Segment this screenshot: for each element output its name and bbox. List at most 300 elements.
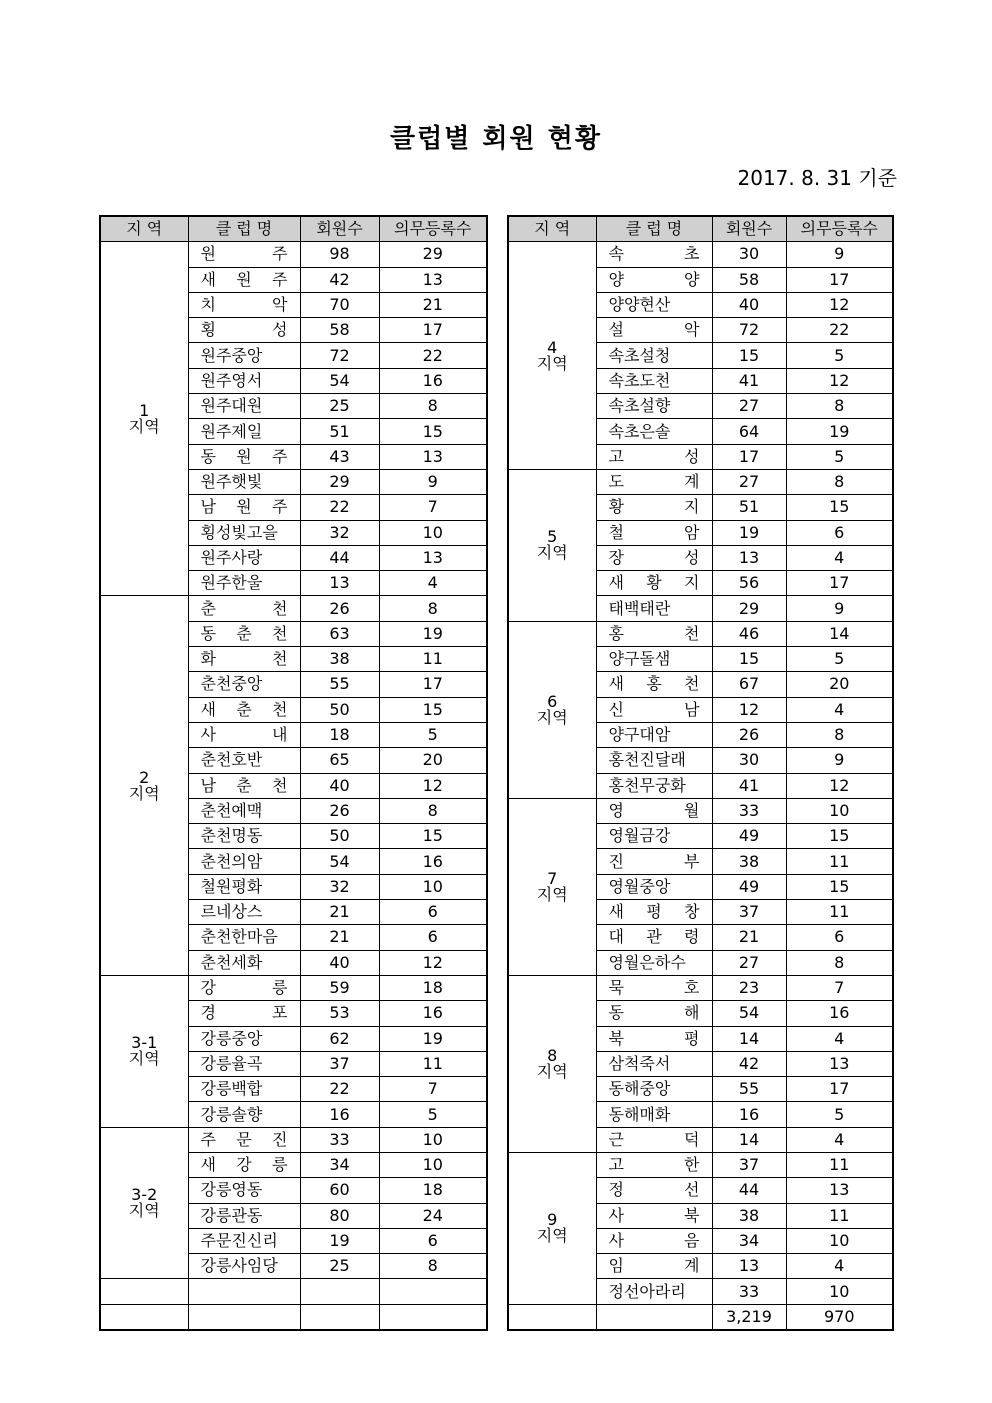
club-name: 양구대암: [596, 722, 712, 747]
mandatory-count: 12: [379, 950, 487, 975]
club-name: 횡성빛고을: [188, 520, 300, 545]
total-mandatory: 970: [786, 1304, 893, 1330]
club-name: 원 주: [188, 242, 300, 267]
member-count: 12: [712, 697, 786, 722]
mandatory-count: 5: [786, 444, 893, 469]
region-label: 지역: [128, 1049, 160, 1069]
region-label: 지역: [536, 543, 568, 563]
club-name: 고 성: [596, 444, 712, 469]
left-club-table: [99, 215, 488, 1331]
mandatory-count: 15: [786, 495, 893, 520]
member-count: 72: [300, 343, 379, 368]
header-members: 회원수: [712, 216, 786, 242]
member-count: 64: [712, 419, 786, 444]
club-name: 홍 천: [596, 621, 712, 646]
table-row: [100, 975, 487, 1000]
region-number: 3-2: [131, 1185, 158, 1205]
mandatory-count: 7: [786, 975, 893, 1000]
club-name: 속초도천: [596, 368, 712, 393]
member-count: 34: [300, 1152, 379, 1177]
club-name: 강릉솔향: [188, 1102, 300, 1127]
mandatory-count: 15: [786, 874, 893, 899]
table-row: [100, 596, 487, 621]
club-name: 춘천의암: [188, 849, 300, 874]
mandatory-count: 10: [786, 1228, 893, 1253]
member-count: 30: [712, 748, 786, 773]
member-count: 16: [712, 1102, 786, 1127]
member-count: 21: [300, 925, 379, 950]
member-count: 62: [300, 1026, 379, 1051]
club-name: 새 황 지: [596, 571, 712, 596]
mandatory-count: 16: [379, 1001, 487, 1026]
empty-cell: [379, 1304, 487, 1330]
mandatory-count: 13: [786, 1178, 893, 1203]
empty-cell: [300, 1279, 379, 1304]
member-count: 33: [712, 1279, 786, 1304]
member-count: 70: [300, 292, 379, 317]
member-count: 59: [300, 975, 379, 1000]
mandatory-count: 12: [786, 368, 893, 393]
region-number: 6: [547, 691, 558, 711]
mandatory-count: 22: [786, 318, 893, 343]
club-name: 경 포: [188, 1001, 300, 1026]
club-name: 동해매화: [596, 1102, 712, 1127]
region-label: 지역: [536, 707, 568, 727]
club-name: 춘천세화: [188, 950, 300, 975]
mandatory-count: 11: [379, 647, 487, 672]
mandatory-count: 11: [786, 1152, 893, 1177]
empty-cell: [100, 1279, 188, 1304]
mandatory-count: 12: [379, 773, 487, 798]
club-name: 영월금강: [596, 824, 712, 849]
member-count: 58: [300, 318, 379, 343]
club-name: 강릉영동: [188, 1178, 300, 1203]
member-count: 46: [712, 621, 786, 646]
mandatory-count: 17: [786, 1077, 893, 1102]
mandatory-count: 19: [379, 621, 487, 646]
region-cell: [508, 469, 596, 621]
header-mandatory: 의무등록수: [379, 216, 487, 242]
mandatory-count: 11: [379, 1051, 487, 1076]
table-row: [508, 798, 893, 823]
member-count: 55: [300, 672, 379, 697]
member-count: 18: [300, 722, 379, 747]
member-count: 19: [712, 520, 786, 545]
mandatory-count: 24: [379, 1203, 487, 1228]
club-name: 대 관 령: [596, 925, 712, 950]
mandatory-count: 8: [379, 1254, 487, 1279]
club-name: 정선아라리: [596, 1279, 712, 1304]
member-count: 29: [300, 469, 379, 494]
member-count: 65: [300, 748, 379, 773]
mandatory-count: 17: [379, 672, 487, 697]
mandatory-count: 10: [379, 1152, 487, 1177]
member-count: 37: [712, 1152, 786, 1177]
member-count: 26: [300, 596, 379, 621]
empty-cell: [188, 1279, 300, 1304]
region-number: 4: [547, 337, 558, 357]
club-name: 동해중앙: [596, 1077, 712, 1102]
club-name: 춘 천: [188, 596, 300, 621]
club-name: 강릉백합: [188, 1077, 300, 1102]
club-name: 원주제일: [188, 419, 300, 444]
mandatory-count: 4: [786, 1254, 893, 1279]
mandatory-count: 6: [379, 900, 487, 925]
member-count: 56: [712, 571, 786, 596]
mandatory-count: 20: [786, 672, 893, 697]
mandatory-count: 12: [786, 773, 893, 798]
member-count: 25: [300, 394, 379, 419]
table-row: [508, 975, 893, 1000]
mandatory-count: 10: [379, 1127, 487, 1152]
region-number: 2: [139, 767, 150, 787]
member-count: 17: [712, 444, 786, 469]
member-count: 32: [300, 520, 379, 545]
member-count: 38: [712, 1203, 786, 1228]
member-count: 41: [712, 368, 786, 393]
member-count: 40: [300, 773, 379, 798]
club-name: 춘천호반: [188, 748, 300, 773]
member-count: 51: [712, 495, 786, 520]
header-mandatory: 의무등록수: [786, 216, 893, 242]
region-cell: [508, 798, 596, 975]
member-count: 51: [300, 419, 379, 444]
reference-date: 2017. 8. 31 기준: [737, 166, 897, 190]
club-name: 주 문 진: [188, 1127, 300, 1152]
region-label: 지역: [128, 1201, 160, 1221]
region-cell: [508, 242, 596, 470]
mandatory-count: 6: [379, 1228, 487, 1253]
member-count: 42: [300, 267, 379, 292]
total-members: 3,219: [712, 1304, 786, 1330]
member-count: 26: [712, 722, 786, 747]
club-name: 북 평: [596, 1026, 712, 1051]
member-count: 58: [712, 267, 786, 292]
member-count: 30: [712, 242, 786, 267]
mandatory-count: 21: [379, 292, 487, 317]
mandatory-count: 15: [379, 697, 487, 722]
member-count: 49: [712, 824, 786, 849]
member-count: 98: [300, 242, 379, 267]
mandatory-count: 8: [786, 722, 893, 747]
club-name: 삼척죽서: [596, 1051, 712, 1076]
table-row: [100, 1127, 487, 1152]
mandatory-count: 5: [786, 1102, 893, 1127]
mandatory-count: 4: [786, 697, 893, 722]
empty-cell: [596, 1304, 712, 1330]
member-count: 38: [712, 849, 786, 874]
region-number: 3-1: [131, 1033, 158, 1053]
mandatory-count: 8: [379, 798, 487, 823]
club-name: 춘천한마음: [188, 925, 300, 950]
club-name: 홍천무궁화: [596, 773, 712, 798]
club-name: 새 춘 천: [188, 697, 300, 722]
right-club-table: [507, 215, 894, 1331]
club-name: 사 내: [188, 722, 300, 747]
header-row: [508, 216, 893, 242]
club-name: 강 릉: [188, 975, 300, 1000]
member-count: 33: [712, 798, 786, 823]
mandatory-count: 13: [379, 545, 487, 570]
club-name: 동 해: [596, 1001, 712, 1026]
club-name: 강릉사임당: [188, 1254, 300, 1279]
club-name: 장 성: [596, 545, 712, 570]
empty-row: [100, 1304, 487, 1330]
empty-cell: [300, 1304, 379, 1330]
club-name: 남 원 주: [188, 495, 300, 520]
member-count: 54: [300, 368, 379, 393]
mandatory-count: 9: [786, 242, 893, 267]
mandatory-count: 15: [379, 824, 487, 849]
mandatory-count: 15: [786, 824, 893, 849]
empty-row: [100, 1279, 487, 1304]
club-name: 정 선: [596, 1178, 712, 1203]
member-count: 54: [712, 1001, 786, 1026]
region-cell: [100, 975, 188, 1127]
club-name: 횡 성: [188, 318, 300, 343]
member-count: 29: [712, 596, 786, 621]
region-label: 지역: [128, 416, 160, 436]
member-count: 38: [300, 647, 379, 672]
empty-cell: [379, 1279, 487, 1304]
member-count: 54: [300, 849, 379, 874]
mandatory-count: 7: [379, 495, 487, 520]
region-cell: [100, 242, 188, 596]
mandatory-count: 15: [379, 419, 487, 444]
mandatory-count: 18: [379, 975, 487, 1000]
club-name: 영월중앙: [596, 874, 712, 899]
member-count: 22: [300, 495, 379, 520]
club-name: 영월은하수: [596, 950, 712, 975]
region-label: 지역: [536, 353, 568, 373]
club-name: 철 암: [596, 520, 712, 545]
member-count: 43: [300, 444, 379, 469]
club-name: 신 남: [596, 697, 712, 722]
mandatory-count: 10: [786, 798, 893, 823]
club-name: 새 평 창: [596, 900, 712, 925]
member-count: 21: [300, 900, 379, 925]
club-name: 속초설청: [596, 343, 712, 368]
region-number: 8: [547, 1045, 558, 1065]
club-name: 속 초: [596, 242, 712, 267]
mandatory-count: 22: [379, 343, 487, 368]
club-name: 원주영서: [188, 368, 300, 393]
header-members: 회원수: [300, 216, 379, 242]
page-title: 클럽별 회원 현황: [390, 124, 602, 154]
empty-cell: [100, 1304, 188, 1330]
member-count: 13: [712, 545, 786, 570]
member-count: 27: [712, 394, 786, 419]
mandatory-count: 4: [786, 1026, 893, 1051]
mandatory-count: 16: [379, 849, 487, 874]
mandatory-count: 6: [786, 925, 893, 950]
member-count: 37: [712, 900, 786, 925]
mandatory-count: 6: [379, 925, 487, 950]
member-count: 60: [300, 1178, 379, 1203]
mandatory-count: 8: [786, 950, 893, 975]
club-name: 화 천: [188, 647, 300, 672]
club-name: 새 원 주: [188, 267, 300, 292]
member-count: 63: [300, 621, 379, 646]
club-name: 양 양: [596, 267, 712, 292]
mandatory-count: 5: [786, 343, 893, 368]
member-count: 80: [300, 1203, 379, 1228]
mandatory-count: 16: [379, 368, 487, 393]
mandatory-count: 5: [786, 647, 893, 672]
region-number: 5: [547, 527, 558, 547]
mandatory-count: 11: [786, 849, 893, 874]
member-count: 15: [712, 647, 786, 672]
mandatory-count: 17: [786, 571, 893, 596]
region-cell: [508, 621, 596, 798]
region-cell: [100, 1127, 188, 1279]
club-name: 도 계: [596, 469, 712, 494]
mandatory-count: 13: [786, 1051, 893, 1076]
club-name: 고 한: [596, 1152, 712, 1177]
club-name: 주문진신리: [188, 1228, 300, 1253]
mandatory-count: 10: [379, 520, 487, 545]
club-name: 새 강 릉: [188, 1152, 300, 1177]
club-name: 홍천진달래: [596, 748, 712, 773]
club-name: 묵 호: [596, 975, 712, 1000]
club-name: 태백태란: [596, 596, 712, 621]
member-count: 53: [300, 1001, 379, 1026]
club-name: 근 덕: [596, 1127, 712, 1152]
club-name: 춘천중앙: [188, 672, 300, 697]
member-count: 13: [300, 571, 379, 596]
member-count: 13: [712, 1254, 786, 1279]
club-name: 치 악: [188, 292, 300, 317]
header-row: [100, 216, 487, 242]
club-name: 원주중앙: [188, 343, 300, 368]
region-cell: [508, 975, 596, 1152]
member-count: 25: [300, 1254, 379, 1279]
mandatory-count: 8: [379, 394, 487, 419]
club-name: 원주사랑: [188, 545, 300, 570]
empty-cell: [508, 1304, 596, 1330]
mandatory-count: 16: [786, 1001, 893, 1026]
club-name: 원주햇빛: [188, 469, 300, 494]
region-cell: [100, 596, 188, 975]
member-count: 40: [300, 950, 379, 975]
mandatory-count: 17: [786, 267, 893, 292]
club-name: 사 음: [596, 1228, 712, 1253]
member-count: 49: [712, 874, 786, 899]
region-label: 지역: [536, 884, 568, 904]
mandatory-count: 11: [786, 900, 893, 925]
member-count: 34: [712, 1228, 786, 1253]
club-name: 강릉율곡: [188, 1051, 300, 1076]
club-name: 양양현산: [596, 292, 712, 317]
club-name: 진 부: [596, 849, 712, 874]
mandatory-count: 10: [379, 874, 487, 899]
club-name: 원주대원: [188, 394, 300, 419]
member-count: 27: [712, 950, 786, 975]
header-club: 클 럽 명: [596, 216, 712, 242]
club-name: 속초설향: [596, 394, 712, 419]
club-name: 임 계: [596, 1254, 712, 1279]
club-name: 황 지: [596, 495, 712, 520]
region-cell: [508, 1152, 596, 1304]
region-label: 지역: [536, 1226, 568, 1246]
member-count: 50: [300, 697, 379, 722]
table-row: [508, 621, 893, 646]
table-row: [508, 469, 893, 494]
member-count: 19: [300, 1228, 379, 1253]
table-row: [508, 242, 893, 267]
mandatory-count: 8: [786, 394, 893, 419]
mandatory-count: 5: [379, 722, 487, 747]
club-name: 설 악: [596, 318, 712, 343]
region-label: 지역: [128, 783, 160, 803]
mandatory-count: 7: [379, 1077, 487, 1102]
club-name: 사 북: [596, 1203, 712, 1228]
region-number: 9: [547, 1210, 558, 1230]
region-number: 7: [547, 868, 558, 888]
member-count: 21: [712, 925, 786, 950]
total-row: [508, 1304, 893, 1330]
member-count: 44: [300, 545, 379, 570]
mandatory-count: 6: [786, 520, 893, 545]
member-count: 14: [712, 1127, 786, 1152]
club-name: 남 춘 천: [188, 773, 300, 798]
mandatory-count: 8: [379, 596, 487, 621]
club-name: 철원평화: [188, 874, 300, 899]
mandatory-count: 18: [379, 1178, 487, 1203]
member-count: 23: [712, 975, 786, 1000]
mandatory-count: 29: [379, 242, 487, 267]
member-count: 27: [712, 469, 786, 494]
mandatory-count: 13: [379, 267, 487, 292]
member-count: 32: [300, 874, 379, 899]
club-name: 춘천예맥: [188, 798, 300, 823]
club-name: 동 원 주: [188, 444, 300, 469]
table-row: [508, 1152, 893, 1177]
mandatory-count: 4: [379, 571, 487, 596]
table-row: [100, 242, 487, 267]
mandatory-count: 9: [786, 596, 893, 621]
member-count: 41: [712, 773, 786, 798]
mandatory-count: 8: [786, 469, 893, 494]
mandatory-count: 12: [786, 292, 893, 317]
club-name: 원주한울: [188, 571, 300, 596]
club-name: 강릉관동: [188, 1203, 300, 1228]
member-count: 44: [712, 1178, 786, 1203]
member-count: 37: [300, 1051, 379, 1076]
member-count: 22: [300, 1077, 379, 1102]
mandatory-count: 19: [379, 1026, 487, 1051]
mandatory-count: 9: [786, 748, 893, 773]
member-count: 16: [300, 1102, 379, 1127]
member-count: 67: [712, 672, 786, 697]
mandatory-count: 5: [379, 1102, 487, 1127]
club-name: 양구돌샘: [596, 647, 712, 672]
club-name: 새 홍 천: [596, 672, 712, 697]
mandatory-count: 4: [786, 545, 893, 570]
member-count: 55: [712, 1077, 786, 1102]
header-region: 지 역: [508, 216, 596, 242]
member-count: 40: [712, 292, 786, 317]
club-name: 영 월: [596, 798, 712, 823]
mandatory-count: 13: [379, 444, 487, 469]
region-label: 지역: [536, 1061, 568, 1081]
mandatory-count: 10: [786, 1279, 893, 1304]
member-count: 42: [712, 1051, 786, 1076]
header-club: 클 럽 명: [188, 216, 300, 242]
club-name: 르네상스: [188, 900, 300, 925]
member-count: 14: [712, 1026, 786, 1051]
mandatory-count: 11: [786, 1203, 893, 1228]
